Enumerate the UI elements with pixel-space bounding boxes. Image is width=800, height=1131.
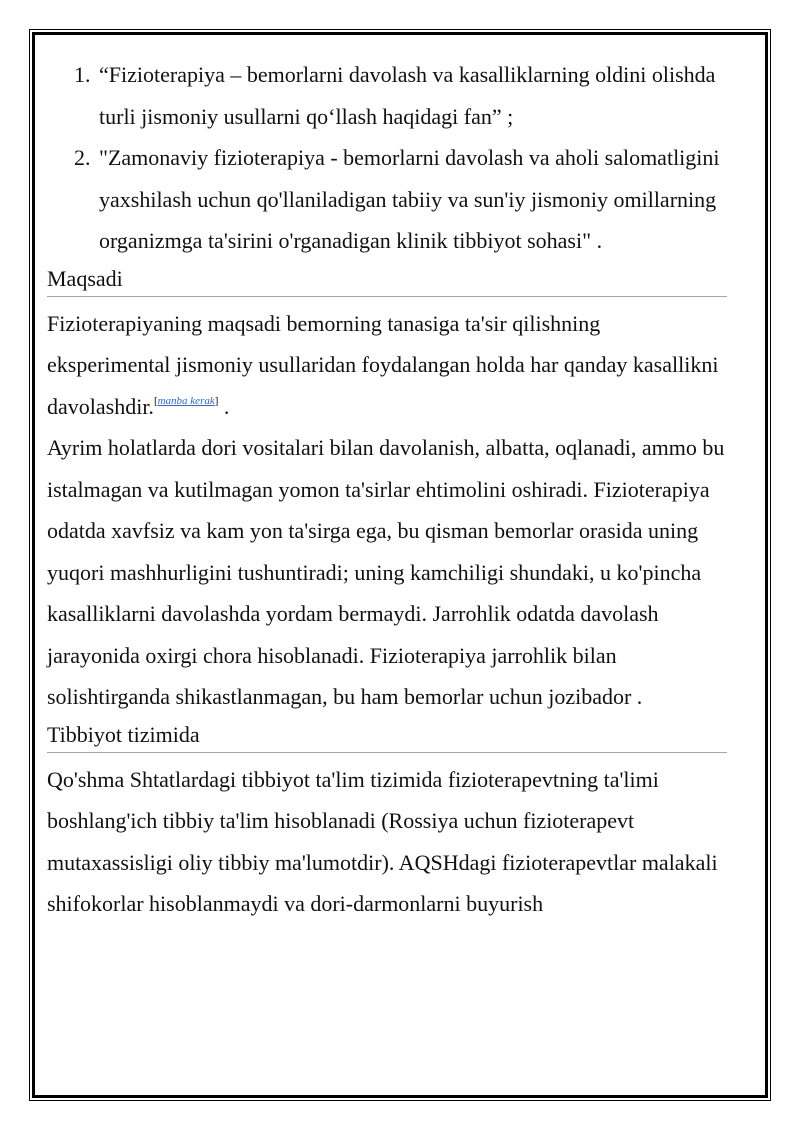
- section-heading-maqsadi: Maqsadi: [47, 262, 727, 297]
- list-item: [47, 137, 727, 262]
- list-item-text: "Zamonaviy fizioterapiya - bemorlarni davolash va aholi salomatligini yaxshilash uchun qo'llaniladigan tabiiy va sun'iy jismoniy omillarning organizmga ta'sirini o'rganadigan klinik tibbiyot sohasi" .: [99, 145, 720, 253]
- paragraph-text-end: .: [218, 393, 230, 419]
- citation-needed-link[interactable]: manba kerak: [157, 394, 215, 407]
- citation-bracket-close: ]: [214, 394, 219, 407]
- list-item-number: 2.: [74, 145, 91, 170]
- paragraph-text: Fizioterapiyaning maqsadi bemorning tanasiga ta'sir qilishning eksperimental jismoniy usullaridan foydalangan holda har qanday kasallikni davolashdir.: [47, 310, 719, 419]
- citation-bracket-open: [: [153, 394, 158, 407]
- citation-needed: [154, 395, 218, 407]
- paragraph: [47, 303, 727, 428]
- list-item-number: 1.: [74, 62, 91, 87]
- paragraph: Qo'shma Shtatlardagi tibbiyot ta'lim tizimida fizioterapevtning ta'limi boshlang'ich tibbiy ta'lim hisoblanadi (Rossiya uchun fizioterapevt mutaxassisligi oliy tibbiy ma'lumotdir). AQSHdagi fizioterapevtlar malakali shifokorlar hisoblanmaydi va dori-darmonlarni buyurish: [47, 766, 718, 916]
- paragraph: Ayrim holatlarda dori vositalari bilan davolanish, albatta, oqlanadi, ammo bu istalmagan va kutilmagan yomon ta'sirlar ehtimolini oshiradi. Fizioterapiya odatda xavfsiz va kam yon ta'sirga ega, bu qisman bemorlar orasida uning yuqori mashhurligini tushuntiradi; uning kamchiligi shundaki, u ko'pincha kasalliklarni davolashda yordam bermaydi. Jarrohlik odatda davolash jarayonida oxirgi chora hisoblanadi. Fizioterapiya jarrohlik bilan solishtirganda shikastlanmagan, bu ham bemorlar uchun jozibador .: [47, 435, 725, 709]
- section-heading-tibbiyot-tizimida: Tibbiyot tizimida: [47, 718, 727, 753]
- list-item: [47, 54, 727, 137]
- definition-list: [47, 54, 727, 262]
- list-item-text: “Fizioterapiya – bemorlarni davolash va kasalliklarning oldini olishda turli jismoniy usullarni qo‘llash haqidagi fan” ;: [99, 62, 716, 129]
- document-body: [47, 54, 727, 925]
